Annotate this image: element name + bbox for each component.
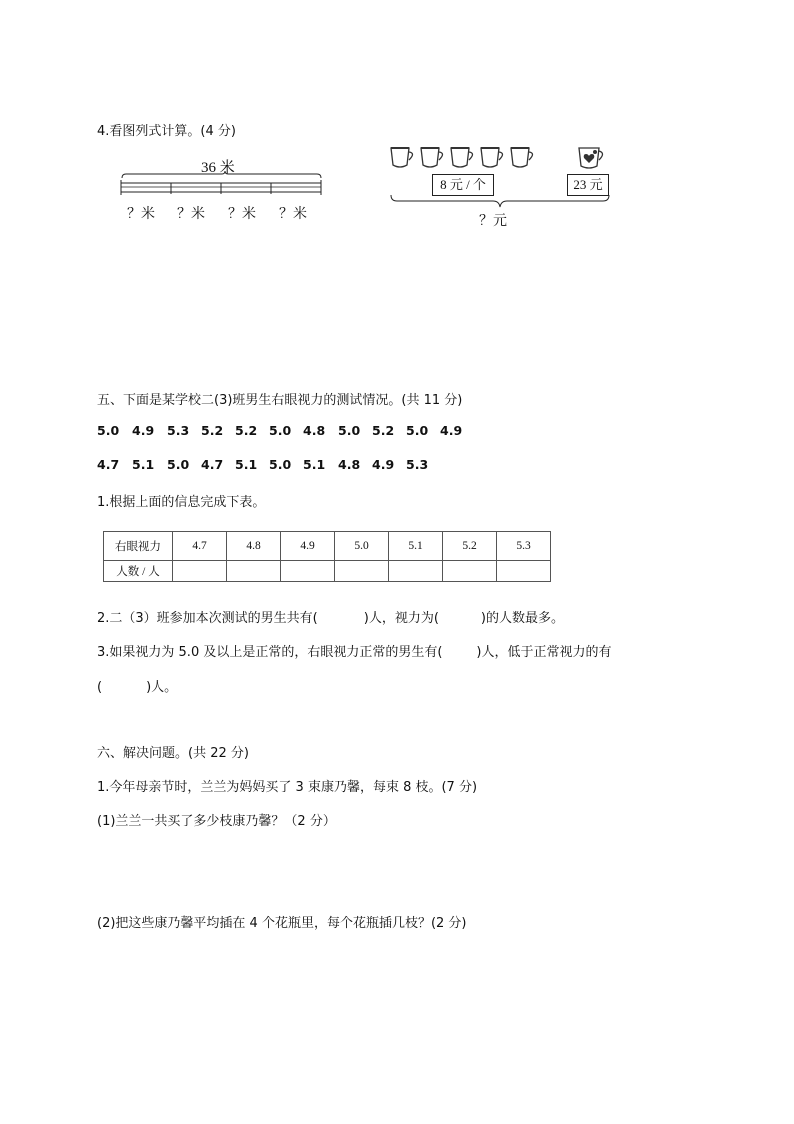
fig1-part-label: ？米: [279, 207, 307, 222]
table-row-header: 右眼视力: [104, 532, 173, 561]
table-cell: 5.2: [443, 532, 497, 561]
vision-value: 5.1: [132, 457, 155, 472]
fig2-total-label: ？元: [479, 214, 507, 229]
q5-2-part: )的人数最多。: [480, 611, 564, 626]
q6-1a-text: (1)兰兰一共买了多少枝康乃馨？（2 分）: [97, 814, 336, 829]
q6-1-text: 1.今年母亲节时，兰兰为妈妈买了 3 束康乃馨，每束 8 枝。(7 分): [97, 780, 478, 795]
table-row: [104, 561, 551, 582]
fig1-part-label: ？米: [228, 207, 256, 222]
vision-value: 5.0: [406, 423, 429, 438]
vision-value: 4.9: [372, 457, 395, 472]
teapot-price-box: 23 元: [567, 174, 609, 196]
section5-title: 五、下面是某学校二(3)班男生右眼视力的测试情况。(共 11 分): [97, 393, 463, 408]
q5-3-part: )人，低于正常视力的有: [476, 645, 612, 660]
vision-count-table: [103, 531, 551, 582]
count-cell[interactable]: [173, 561, 227, 582]
q5-3-part: )人。: [146, 680, 178, 695]
table-cell: 5.1: [389, 532, 443, 561]
fig1-segment-bar: [115, 170, 330, 198]
q5-1-text: 1.根据上面的信息完成下表。: [97, 495, 266, 510]
fig1-part-label: ？米: [177, 207, 205, 222]
count-cell[interactable]: [335, 561, 389, 582]
q5-3-text-cont: [97, 676, 177, 695]
count-cell[interactable]: [443, 561, 497, 582]
cup-price-box: 8 元 / 个: [432, 174, 494, 196]
q5-2-part: )人，视力为(: [363, 611, 439, 626]
vision-value: 5.1: [303, 457, 326, 472]
table-cell: 4.9: [281, 532, 335, 561]
vision-value: 5.3: [406, 457, 429, 472]
vision-value: 4.8: [338, 457, 361, 472]
table-row-header: 人数 / 人: [104, 561, 173, 582]
table-row: [104, 532, 551, 561]
vision-value: 4.7: [97, 457, 120, 472]
vision-value: 5.3: [167, 423, 190, 438]
cups-icon: [389, 143, 539, 173]
count-cell[interactable]: [227, 561, 281, 582]
vision-value: 5.2: [201, 423, 224, 438]
table-cell: 5.0: [335, 532, 389, 561]
vision-value: 5.0: [97, 423, 120, 438]
count-cell[interactable]: [389, 561, 443, 582]
vision-value: 4.9: [440, 423, 463, 438]
q5-3-part: (: [97, 680, 103, 695]
vision-value: 4.7: [201, 457, 224, 472]
fig2-total-brace: [389, 193, 611, 211]
vision-value: 5.2: [235, 423, 258, 438]
vision-value: 5.0: [269, 457, 292, 472]
fig1-part-label: ？米: [127, 207, 155, 222]
q6-1b-text: (2)把这些康乃馨平均插在 4 个花瓶里，每个花瓶插几枝？(2 分): [97, 916, 467, 931]
count-cell[interactable]: [497, 561, 551, 582]
vision-value: 4.8: [303, 423, 326, 438]
q5-3-text: [97, 641, 612, 660]
table-cell: 4.8: [227, 532, 281, 561]
fig1-total-label: 36 米: [201, 160, 235, 176]
teapot-icon: [575, 142, 607, 172]
count-cell[interactable]: [281, 561, 335, 582]
vision-value: 5.0: [167, 457, 190, 472]
vision-value: 5.0: [269, 423, 292, 438]
q5-3-part: 3.如果视力为 5.0 及以上是正常的，右眼视力正常的男生有(: [97, 645, 443, 660]
q4-title: 4.看图列式计算。(4 分): [97, 124, 236, 139]
vision-value: 5.2: [372, 423, 395, 438]
table-cell: 5.3: [497, 532, 551, 561]
vision-value: 5.0: [338, 423, 361, 438]
section6-title: 六、解决问题。(共 22 分): [97, 746, 249, 761]
q5-2-text: [97, 607, 564, 626]
vision-value: 5.1: [235, 457, 258, 472]
q5-2-part: 2.二（3）班参加本次测试的男生共有(: [97, 611, 318, 626]
vision-value: 4.9: [132, 423, 155, 438]
table-cell: 4.7: [173, 532, 227, 561]
